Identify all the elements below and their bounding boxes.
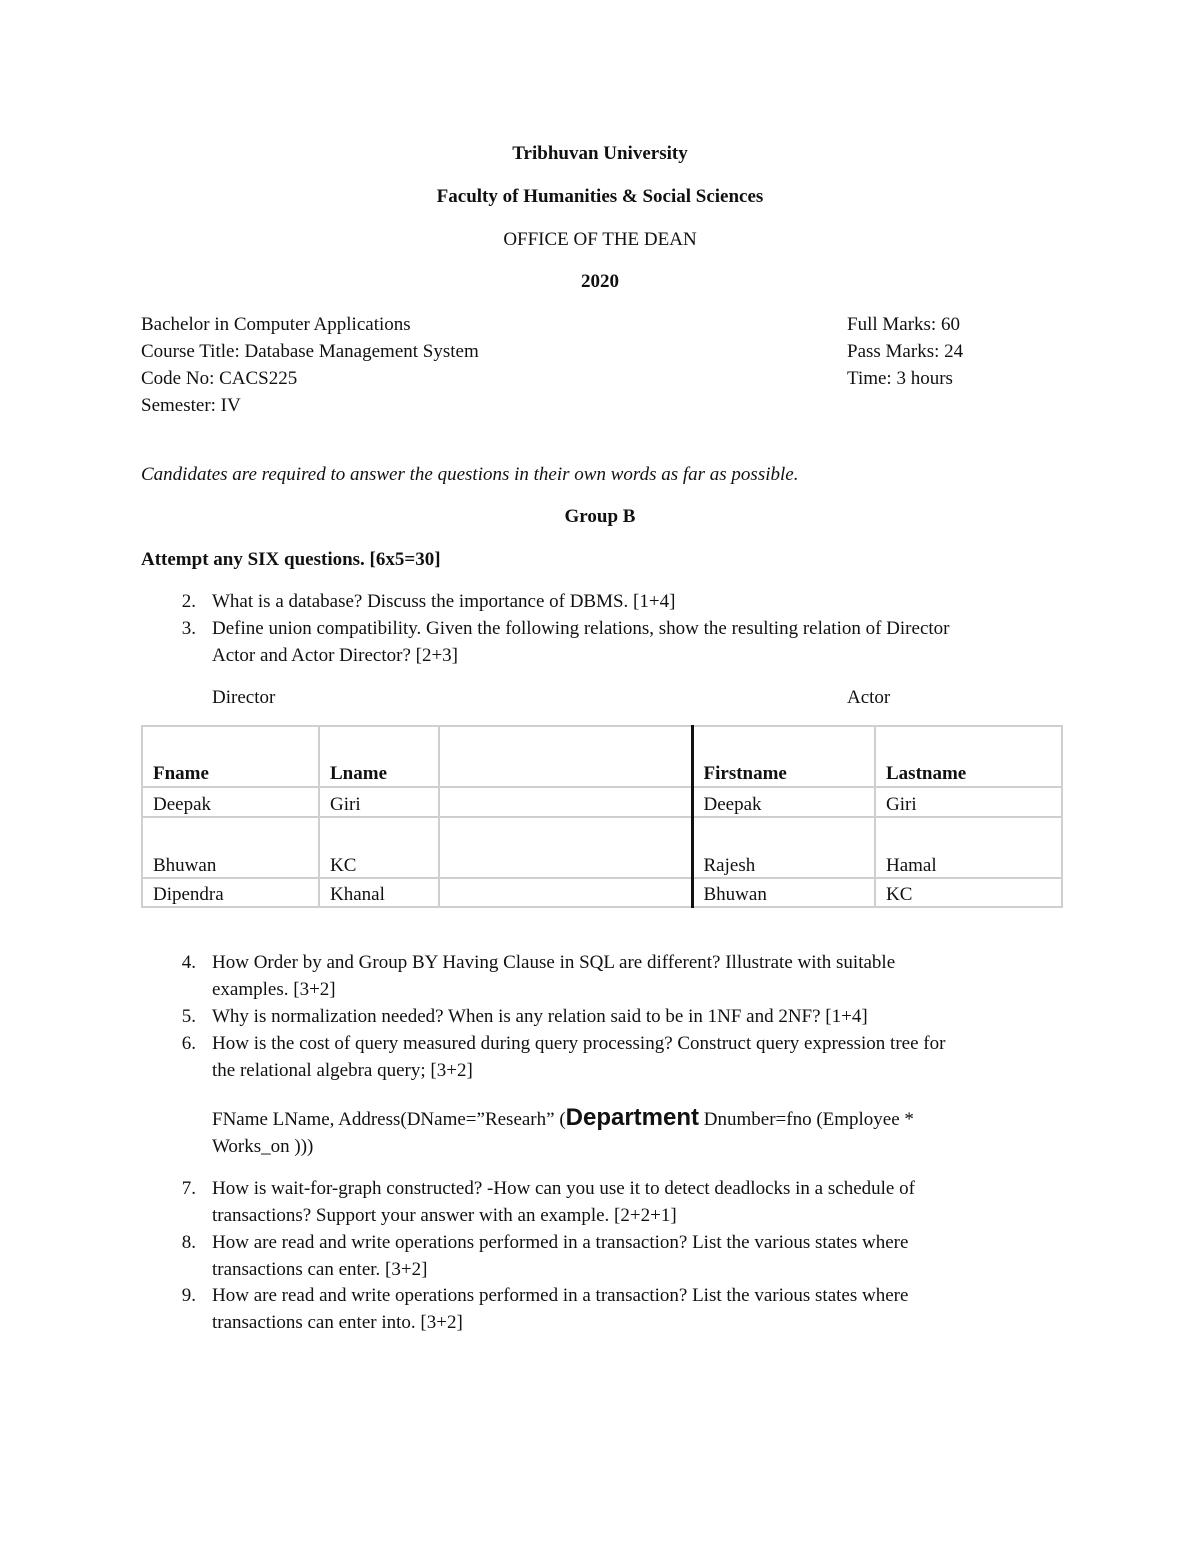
question-number: 8. xyxy=(181,1232,196,1253)
department-relation: Department xyxy=(565,1104,700,1131)
question-text: How are read and write operations performed in a transaction? List the various states where xyxy=(212,1285,909,1306)
office-title: OFFICE OF THE DEAN xyxy=(503,229,697,250)
spacer-cell xyxy=(439,817,692,877)
table-cell: KC xyxy=(319,817,439,877)
query-expression-line2: Works_on ))) xyxy=(212,1136,314,1157)
header-cell: Firstname xyxy=(692,726,875,787)
question-text: transactions can enter into. [3+2] xyxy=(212,1312,463,1333)
full-marks: Full Marks: 60 xyxy=(847,314,960,335)
table-cell: Giri xyxy=(875,787,1062,817)
question-number: 7. xyxy=(181,1178,196,1199)
question-text: Define union compatibility. Given the following relations, show the resulting relation of Director xyxy=(212,618,950,639)
table-cell: Deepak xyxy=(692,787,875,817)
table-cell: Rajesh xyxy=(692,817,875,877)
question-number: 5. xyxy=(181,1006,196,1027)
semester: Semester: IV xyxy=(141,395,241,416)
table-cell: Giri xyxy=(319,787,439,817)
question-text: transactions can enter. [3+2] xyxy=(212,1259,428,1280)
course-code: Code No: CACS225 xyxy=(141,368,298,389)
question-text: What is a database? Discuss the importance of DBMS. [1+4] xyxy=(212,591,676,612)
instructions: Candidates are required to answer the questions in their own words as far as possible. xyxy=(141,464,799,485)
query-part2: Dnumber=fno (Employee * xyxy=(699,1109,914,1130)
director-label: Director xyxy=(212,687,276,708)
question-number: 3. xyxy=(181,618,196,639)
program-name: Bachelor in Computer Applications xyxy=(141,314,411,335)
question-number: 6. xyxy=(181,1033,196,1054)
header-cell: Fname xyxy=(142,726,319,787)
table-cell: Dipendra xyxy=(142,878,319,907)
time-allowed: Time: 3 hours xyxy=(847,368,953,389)
query-part1: FName LName, Address(DName=”Researh” ( xyxy=(212,1109,566,1130)
table-cell: Hamal xyxy=(875,817,1062,877)
question-text: How is wait-for-graph constructed? -How can you use it to detect deadlocks in a schedule of xyxy=(212,1178,915,1199)
university-name: Tribhuvan University xyxy=(512,143,688,164)
table-cell: Deepak xyxy=(142,787,319,817)
table-cell: Bhuwan xyxy=(142,817,319,877)
question-text: How Order by and Group BY Having Clause in SQL are different? Illustrate with suitable xyxy=(212,952,896,973)
table-header-row xyxy=(142,726,1062,787)
course-title: Course Title: Database Management System xyxy=(141,341,479,362)
pass-marks: Pass Marks: 24 xyxy=(847,341,964,362)
header-cell: Lname xyxy=(319,726,439,787)
table-row xyxy=(142,787,1062,817)
table-cell: KC xyxy=(875,878,1062,907)
faculty-name: Faculty of Humanities & Social Sciences xyxy=(436,186,764,207)
question-number: 2. xyxy=(181,591,196,612)
query-expression xyxy=(212,1104,914,1134)
table-row xyxy=(142,878,1062,907)
question-text: Actor and Actor Director? [2+3] xyxy=(212,645,459,666)
table-cell: Bhuwan xyxy=(692,878,875,907)
table-cell: Khanal xyxy=(319,878,439,907)
question-number: 9. xyxy=(181,1285,196,1306)
question-text: transactions? Support your answer with an example. [2+2+1] xyxy=(212,1205,677,1226)
question-text: How are read and write operations performed in a transaction? List the various states where xyxy=(212,1232,909,1253)
spacer-cell xyxy=(439,726,692,787)
spacer-cell xyxy=(439,787,692,817)
question-text: examples. [3+2] xyxy=(212,979,336,1000)
question-text: How is the cost of query measured during query processing? Construct query expression tree for xyxy=(212,1033,946,1054)
header-cell: Lastname xyxy=(875,726,1062,787)
spacer-cell xyxy=(439,878,692,907)
actor-label: Actor xyxy=(847,687,891,708)
attempt-instruction: Attempt any SIX questions. [6x5=30] xyxy=(141,549,441,570)
table-row xyxy=(142,817,1062,877)
question-number: 4. xyxy=(181,952,196,973)
question-text: the relational algebra query; [3+2] xyxy=(212,1060,473,1081)
group-title: Group B xyxy=(564,506,636,527)
exam-year: 2020 xyxy=(581,271,619,292)
question-text: Why is normalization needed? When is any relation said to be in 1NF and 2NF? [1+4] xyxy=(212,1006,868,1027)
relations-table xyxy=(141,725,1063,908)
